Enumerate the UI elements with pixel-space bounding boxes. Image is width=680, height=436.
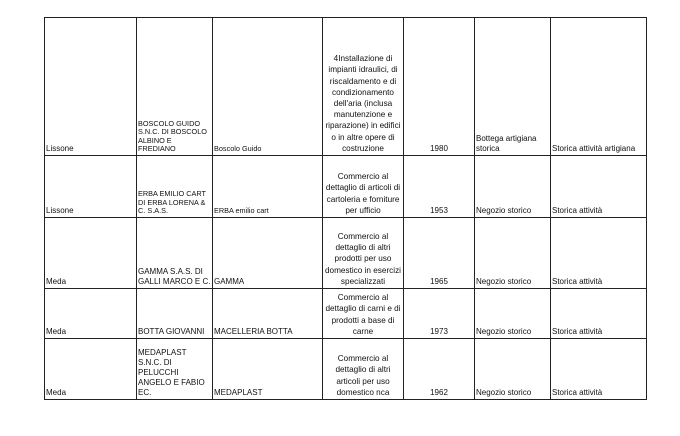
cell-ragione-sociale: MEDAPLAST S.N.C. DI PELUCCHI ANGELO E FABIO EC. <box>137 339 213 400</box>
cell-insegna: ERBA emilio cart <box>213 156 323 218</box>
cell-comune: Meda <box>45 339 137 400</box>
cell-attivita: Commercio al dettaglio di carni e di prodotti a base di carne <box>323 289 404 339</box>
cell-anno: 1953 <box>404 156 475 218</box>
cell-categoria: Storica attività <box>551 339 647 400</box>
cell-comune: Meda <box>45 218 137 289</box>
cell-ragione-sociale: BOTTA GIOVANNI <box>137 289 213 339</box>
cell-tipo: Bottega artigiana storica <box>475 18 551 156</box>
table-row <box>45 339 647 400</box>
cell-categoria: Storica attività <box>551 156 647 218</box>
cell-categoria: Storica attività <box>551 218 647 289</box>
cell-comune: Meda <box>45 289 137 339</box>
cell-tipo: Negozio storico <box>475 218 551 289</box>
cell-insegna: GAMMA <box>213 218 323 289</box>
table-row <box>45 18 647 156</box>
cell-attivita: 4Installazione di impianti idraulici, di riscaldamento e di condizionamento dell'aria (inclusa manutenzione e riparazione) in edifici o in altre opere di costruzione <box>323 18 404 156</box>
cell-ragione-sociale: GAMMA S.A.S. DI GALLI MARCO E C. <box>137 218 213 289</box>
cell-ragione-sociale: BOSCOLO GUIDO S.N.C. DI BOSCOLO ALBINO E FREDIANO <box>137 18 213 156</box>
cell-insegna: Boscolo Guido <box>213 18 323 156</box>
cell-anno: 1973 <box>404 289 475 339</box>
historic-shops-table <box>44 17 647 400</box>
cell-tipo: Negozio storico <box>475 156 551 218</box>
cell-anno: 1965 <box>404 218 475 289</box>
cell-anno: 1962 <box>404 339 475 400</box>
cell-attivita: Commercio al dettaglio di altri articoli per uso domestico nca <box>323 339 404 400</box>
cell-anno: 1980 <box>404 18 475 156</box>
cell-attivita: Commercio al dettaglio di articoli di cartoleria e forniture per ufficio <box>323 156 404 218</box>
cell-attivita: Commercio al dettaglio di altri prodotti per uso domestico in esercizi specializzati <box>323 218 404 289</box>
cell-tipo: Negozio storico <box>475 339 551 400</box>
table-row <box>45 289 647 339</box>
cell-tipo: Negozio storico <box>475 289 551 339</box>
cell-insegna: MACELLERIA BOTTA <box>213 289 323 339</box>
table-row <box>45 218 647 289</box>
table-row <box>45 156 647 218</box>
cell-ragione-sociale: ERBA EMILIO CART DI ERBA LORENA & C. S.A.S. <box>137 156 213 218</box>
cell-comune: Lissone <box>45 18 137 156</box>
cell-comune: Lissone <box>45 156 137 218</box>
cell-categoria: Storica attività artigiana <box>551 18 647 156</box>
cell-insegna: MEDAPLAST <box>213 339 323 400</box>
cell-categoria: Storica attività <box>551 289 647 339</box>
